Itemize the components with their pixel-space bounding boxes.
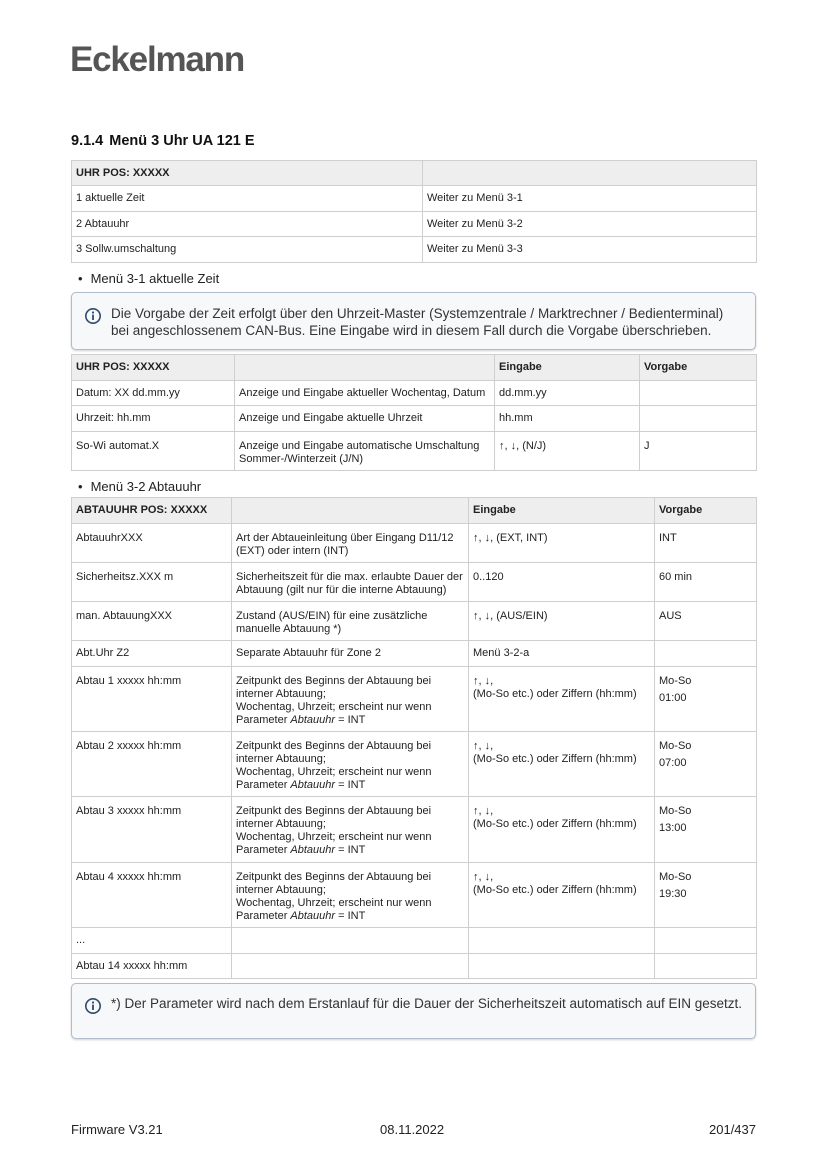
table-cell [655, 954, 757, 979]
desc-param-suffix: = INT [338, 714, 366, 726]
footer-page-number: 201/437 [709, 1122, 756, 1137]
input-line: (Mo-So etc.) oder Ziffern (hh:mm) [473, 753, 637, 765]
input-line: (Mo-So etc.) oder Ziffern (hh:mm) [473, 688, 637, 700]
table-cell [232, 928, 469, 954]
desc-line: Wochentag, Uhrzeit; erscheint nur wenn [236, 701, 432, 713]
default-time: 07:00 [659, 757, 687, 769]
table-cell: Art der Abtaueinleitung über Eingang D11/12 (EXT) oder intern (INT) [232, 524, 469, 563]
table-cell [469, 954, 655, 979]
table-cell [640, 381, 757, 406]
table-row [72, 563, 757, 602]
default-day: Mo-So [659, 740, 692, 752]
table-cell: ↑, ↓, (N/J) [495, 432, 640, 471]
table-cell [232, 732, 469, 797]
table-row [72, 186, 757, 212]
desc-line: Zeitpunkt des Beginns der Abtauung bei interner Abtauung; [236, 871, 432, 896]
table-cell: Weiter zu Menü 3-2 [423, 212, 757, 237]
table-row [72, 667, 757, 732]
table-row [72, 954, 757, 979]
table-cell: Anzeige und Eingabe automatische Umschaltung Sommer-/Winterzeit (J/N) [235, 432, 495, 471]
desc-param-prefix: Parameter [236, 714, 288, 726]
menu3-table [71, 160, 757, 263]
table-cell: Separate Abtauuhr für Zone 2 [232, 641, 469, 667]
table-cell: man. AbtauungXXX [72, 602, 232, 641]
desc-line: Zeitpunkt des Beginns der Abtauung bei interner Abtauung; [236, 740, 432, 765]
table-cell: INT [655, 524, 757, 563]
table-cell [232, 667, 469, 732]
table-cell: AUS [655, 602, 757, 641]
table-row [72, 863, 757, 928]
table-cell: 60 min [655, 563, 757, 602]
table-cell: Anzeige und Eingabe aktuelle Uhrzeit [235, 406, 495, 432]
table-row [72, 432, 757, 471]
footer-date: 08.11.2022 [380, 1122, 445, 1137]
table-row [72, 602, 757, 641]
input-line: (Mo-So etc.) oder Ziffern (hh:mm) [473, 818, 637, 830]
table-cell: AbtauuhrXXX [72, 524, 232, 563]
info-icon [84, 997, 102, 1015]
footer-firmware: Firmware V3.21 [71, 1122, 163, 1137]
table-header-cell: Eingabe [495, 355, 640, 381]
subheading-label: Menü 3-2 Abtauuhr [90, 479, 202, 494]
table-header-cell: UHR POS: XXXXX [72, 355, 235, 381]
table-header-cell: ABTAUUHR POS: XXXXX [72, 498, 232, 524]
default-time: 01:00 [659, 692, 687, 704]
default-day: Mo-So [659, 871, 692, 883]
table-row [72, 524, 757, 563]
table-cell: Uhrzeit: hh.mm [72, 406, 235, 432]
table-header-cell: Vorgabe [655, 498, 757, 524]
default-time: 19:30 [659, 888, 687, 900]
table-cell: Weiter zu Menü 3-1 [423, 186, 757, 212]
table-cell: Abtau 3 xxxxx hh:mm [72, 797, 232, 863]
defrost-table [71, 497, 757, 979]
table-row [72, 641, 757, 667]
table-cell: 2 Abtauuhr [72, 212, 423, 237]
table-header-cell [423, 161, 757, 186]
info-note [71, 983, 756, 1039]
brand-logo: Eckelmann [70, 40, 245, 79]
table-cell: ... [72, 928, 232, 954]
table-header-row [72, 355, 757, 381]
desc-line: Zeitpunkt des Beginns der Abtauung bei interner Abtauung; [236, 805, 432, 830]
table-row [72, 928, 757, 954]
section-number: 9.1.4 [71, 133, 104, 149]
info-note-text: *) Der Parameter wird nach dem Erstanlauf für die Dauer der Sicherheitszeit automatisch auf EIN gesetzt. [111, 996, 743, 1011]
info-note [71, 292, 756, 350]
desc-param-suffix: = INT [338, 779, 366, 791]
info-icon [84, 307, 102, 325]
table-row [72, 212, 757, 237]
table-cell: Abtau 2 xxxxx hh:mm [72, 732, 232, 797]
table-row [72, 381, 757, 406]
table-cell: Abtau 1 xxxxx hh:mm [72, 667, 232, 732]
desc-param-suffix: = INT [338, 844, 366, 856]
table-cell [655, 928, 757, 954]
bullet: • [78, 271, 83, 286]
table-cell [640, 406, 757, 432]
desc-param-name: Abtauuhr [290, 910, 336, 922]
table-row [72, 797, 757, 863]
subheading-menu-3-1 [78, 271, 219, 286]
table-header-row [72, 498, 757, 524]
input-line: ↑, ↓, [473, 871, 494, 883]
table-row [72, 406, 757, 432]
desc-param-prefix: Parameter [236, 779, 288, 791]
table-cell [655, 863, 757, 928]
table-cell: Abt.Uhr Z2 [72, 641, 232, 667]
desc-param-suffix: = INT [338, 910, 366, 922]
table-cell [469, 863, 655, 928]
table-cell [655, 667, 757, 732]
table-header-cell: Eingabe [469, 498, 655, 524]
input-line: ↑, ↓, [473, 740, 494, 752]
table-cell: 0..120 [469, 563, 655, 602]
table-cell: J [640, 432, 757, 471]
table-cell: Abtau 14 xxxxx hh:mm [72, 954, 232, 979]
table-cell [469, 667, 655, 732]
table-cell [655, 797, 757, 863]
table-header-row [72, 161, 757, 186]
desc-line: Wochentag, Uhrzeit; erscheint nur wenn [236, 897, 432, 909]
table-cell: Sicherheitszeit für die max. erlaubte Dauer der Abtauung (gilt nur für die interne Abtauung) [232, 563, 469, 602]
table-cell: Sicherheitsz.XXX m [72, 563, 232, 602]
table-cell: So-Wi automat.X [72, 432, 235, 471]
subheading-label: Menü 3-1 aktuelle Zeit [90, 271, 220, 286]
input-line: ↑, ↓, [473, 675, 494, 687]
table-header-cell: UHR POS: XXXXX [72, 161, 423, 186]
desc-param-prefix: Parameter [236, 910, 288, 922]
desc-param-name: Abtauuhr [290, 714, 336, 726]
default-time: 13:00 [659, 822, 687, 834]
table-cell: 1 aktuelle Zeit [72, 186, 423, 212]
table-cell: ↑, ↓, (AUS/EIN) [469, 602, 655, 641]
table-cell: Menü 3-2-a [469, 641, 655, 667]
table-cell [469, 797, 655, 863]
table-cell: 3 Sollw.umschaltung [72, 237, 423, 263]
table-cell: Abtau 4 xxxxx hh:mm [72, 863, 232, 928]
table-cell [232, 954, 469, 979]
table-cell: Weiter zu Menü 3-3 [423, 237, 757, 263]
table-header-cell: Vorgabe [640, 355, 757, 381]
default-day: Mo-So [659, 805, 692, 817]
table-header-cell [235, 355, 495, 381]
desc-param-prefix: Parameter [236, 844, 288, 856]
table-header-cell [232, 498, 469, 524]
table-cell: Zustand (AUS/EIN) für eine zusätzliche manuelle Abtauung *) [232, 602, 469, 641]
table-cell: hh.mm [495, 406, 640, 432]
table-cell: dd.mm.yy [495, 381, 640, 406]
table-cell [655, 732, 757, 797]
desc-param-name: Abtauuhr [290, 844, 336, 856]
table-cell: Datum: XX dd.mm.yy [72, 381, 235, 406]
table-cell [232, 863, 469, 928]
default-day: Mo-So [659, 675, 692, 687]
bullet: • [78, 479, 83, 494]
table-cell [232, 797, 469, 863]
table-row [72, 237, 757, 263]
input-line: (Mo-So etc.) oder Ziffern (hh:mm) [473, 884, 637, 896]
desc-param-name: Abtauuhr [290, 779, 336, 791]
desc-line: Wochentag, Uhrzeit; erscheint nur wenn [236, 831, 432, 843]
section-heading [71, 133, 255, 149]
table-row [72, 732, 757, 797]
table-cell [469, 928, 655, 954]
subheading-menu-3-2 [78, 479, 201, 494]
table-cell: Anzeige und Eingabe aktueller Wochentag, Datum [235, 381, 495, 406]
time-table [71, 354, 757, 471]
table-cell [469, 732, 655, 797]
table-cell [655, 641, 757, 667]
table-cell: ↑, ↓, (EXT, INT) [469, 524, 655, 563]
desc-line: Zeitpunkt des Beginns der Abtauung bei interner Abtauung; [236, 675, 432, 700]
input-line: ↑, ↓, [473, 805, 494, 817]
desc-line: Wochentag, Uhrzeit; erscheint nur wenn [236, 766, 432, 778]
section-title: Menü 3 Uhr UA 121 E [109, 133, 255, 149]
info-note-text: Die Vorgabe der Zeit erfolgt über den Uhrzeit-Master (Systemzentrale / Marktrechner / Bedienterminal) bei angeschlossenem CAN-Bus. Eine Eingabe wird in diesem Fall durch die Vorgabe überschrieben. [111, 306, 724, 338]
